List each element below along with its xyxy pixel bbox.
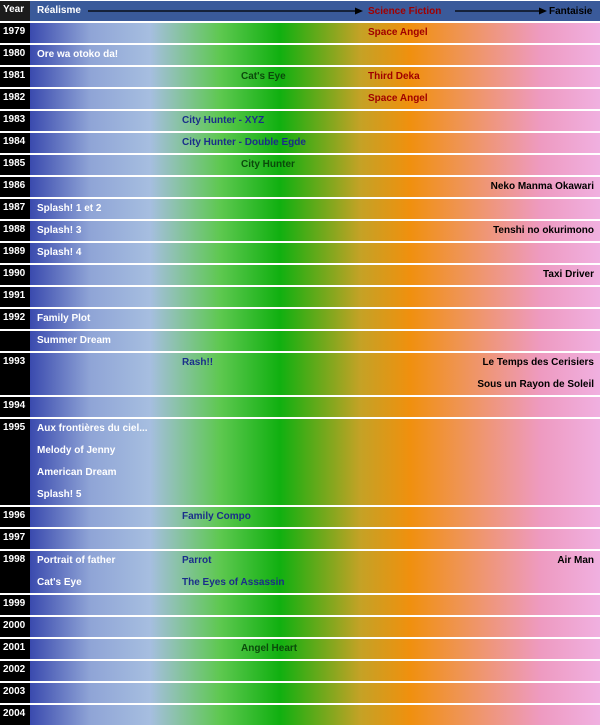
year-row [0,594,600,616]
year-label: 1982 [0,89,30,109]
year-row [0,88,600,110]
year-label: 1984 [0,133,30,153]
year-row [0,616,600,638]
year-label: 1989 [0,243,30,263]
work-title: Splash! 1 et 2 [37,203,102,214]
genre-gradient-band [30,683,600,703]
genre-gradient-band [30,309,600,329]
year-column-header: Year [0,1,30,21]
year-label: 1980 [0,45,30,65]
year-label: 1987 [0,199,30,219]
year-row [0,506,600,528]
year-label: 2002 [0,661,30,681]
year-label [0,331,30,351]
work-title: The Eyes of Assassin [182,577,285,588]
year-row [0,704,600,726]
arrowhead-2 [539,8,547,15]
year-row [0,66,600,88]
work-title: City Hunter [241,159,295,170]
work-title: Melody of Jenny [37,445,116,456]
work-title: Space Angel [368,27,428,38]
year-row [0,198,600,220]
year-label: 1999 [0,595,30,615]
year-label: 1995 [0,419,30,505]
year-row [0,638,600,660]
year-row [0,110,600,132]
genre-gradient-band [30,639,600,659]
year-label: 2004 [0,705,30,725]
year-row [0,286,600,308]
genre-gradient-band [30,89,600,109]
genre-gradient-band [30,199,600,219]
genre-gradient-band [30,507,600,527]
realism-label: Réalisme [37,5,81,16]
work-title: American Dream [37,467,117,478]
year-label: 1990 [0,265,30,285]
year-label: 1986 [0,177,30,197]
genre-gradient-band [30,617,600,637]
science-fiction-label: Science Fiction [368,6,442,17]
year-label: 2003 [0,683,30,703]
work-title: Neko Manma Okawari [490,181,594,192]
work-title: Angel Heart [241,643,298,654]
work-title: Le Temps des Cerisiers [482,357,594,368]
year-label: 1994 [0,397,30,417]
work-title: Summer Dream [37,335,111,346]
work-title: Cat's Eye [241,71,286,82]
work-title: Parrot [182,555,212,566]
year-row [0,660,600,682]
year-row [0,22,600,44]
header-row [0,0,600,22]
year-label: 1981 [0,67,30,87]
year-label: 1983 [0,111,30,131]
work-title: Taxi Driver [543,269,594,280]
year-label: 1998 [0,551,30,593]
genre-gradient-band [30,397,600,417]
year-row [0,154,600,176]
work-title: Cat's Eye [37,577,82,588]
year-row [0,264,600,286]
year-row [0,308,600,330]
work-title: Family Compo [182,511,251,522]
axis-arrows [0,1,600,23]
work-title: Air Man [557,555,594,566]
year-row [0,550,600,594]
year-label: 2000 [0,617,30,637]
work-title: Splash! 5 [37,489,82,500]
genre-gradient-band [30,595,600,615]
year-row [0,396,600,418]
genre-gradient-band [30,331,600,351]
genre-gradient-band [30,67,600,87]
year-label: 1992 [0,309,30,329]
genre-gradient-band [30,243,600,263]
work-title: Sous un Rayon de Soleil [477,379,594,390]
work-title: City Hunter - Double Egde [182,137,306,148]
year-row [0,132,600,154]
year-label: 1996 [0,507,30,527]
genre-gradient-band [30,111,600,131]
work-title: Ore wa otoko da! [37,49,119,60]
year-label: 1985 [0,155,30,175]
genre-gradient-band [30,133,600,153]
year-label: 1993 [0,353,30,395]
year-row [0,528,600,550]
work-title: Portrait of father [37,555,116,566]
fantasy-label: Fantaisie [549,6,593,17]
year-label: 2001 [0,639,30,659]
genre-gradient-band [30,287,600,307]
work-title: Third Deka [368,71,420,82]
year-row [0,418,600,506]
work-title: Space Angel [368,93,428,104]
work-title: Splash! 4 [37,247,82,258]
year-row [0,44,600,66]
genre-gradient-band [30,705,600,725]
work-title: Tenshi no okurimono [493,225,594,236]
genre-gradient-band [30,551,600,593]
year-row [0,330,600,352]
year-label: 1988 [0,221,30,241]
work-title: Aux frontières du ciel... [37,423,148,434]
genre-gradient-band [30,529,600,549]
year-label: 1991 [0,287,30,307]
year-row [0,220,600,242]
genre-gradient-band [30,23,600,43]
year-row [0,176,600,198]
work-title: Rash!! [182,357,214,368]
year-label: 1997 [0,529,30,549]
work-title: Family Plot [37,313,91,324]
year-row [0,682,600,704]
genre-gradient-band [30,265,600,285]
work-title: Splash! 3 [37,225,82,236]
year-label: 1979 [0,23,30,43]
genre-gradient-band [30,661,600,681]
year-row [0,242,600,264]
year-row [0,352,600,396]
work-title: City Hunter - XYZ [182,115,265,126]
arrowhead-1 [355,8,363,15]
genre-gradient-band [30,155,600,175]
